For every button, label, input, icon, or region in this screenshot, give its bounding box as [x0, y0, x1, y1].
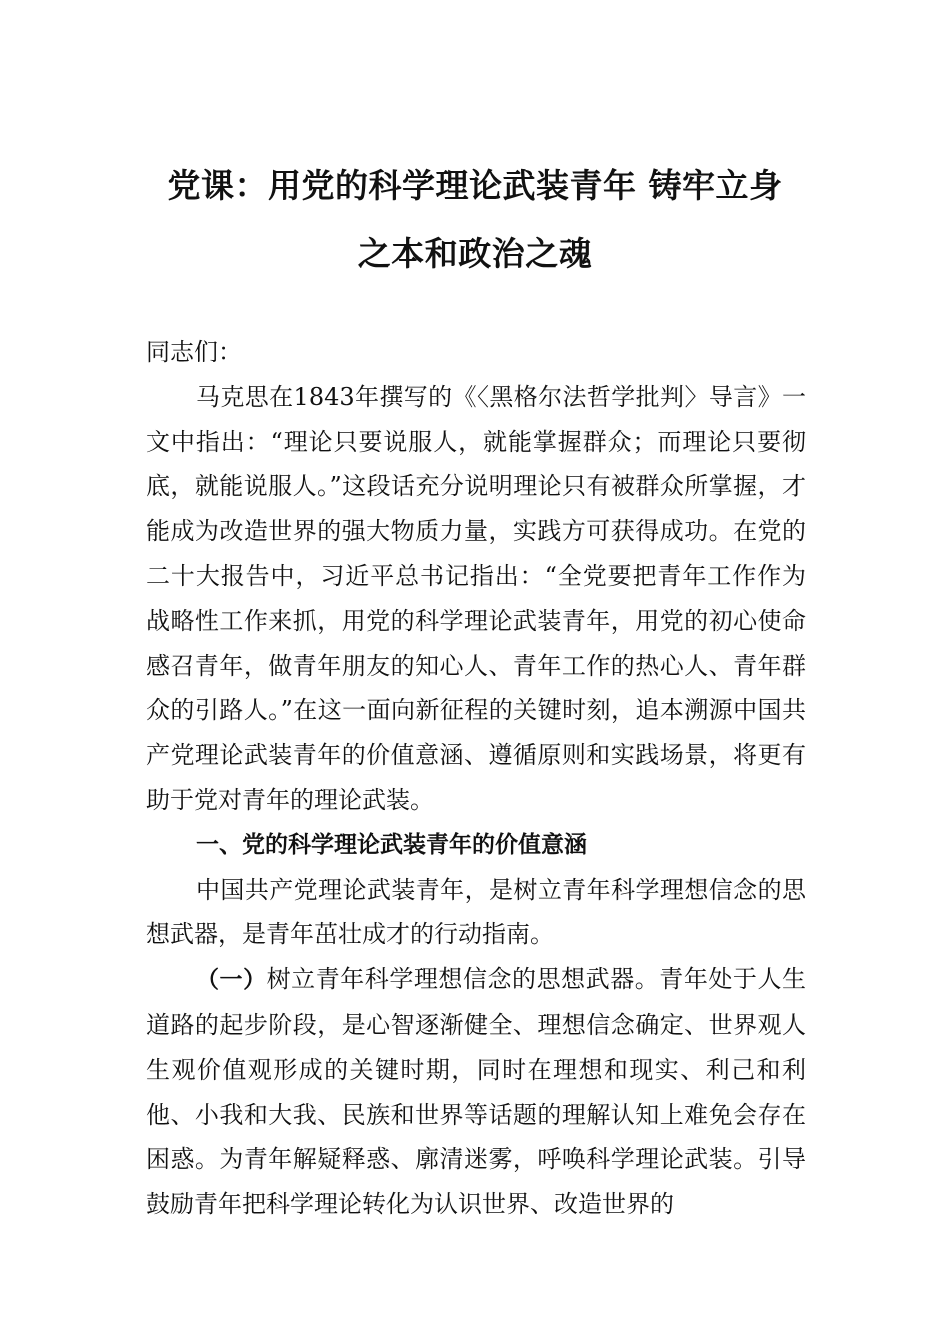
subsection-1-label: （一）: [196, 967, 267, 994]
subsection-1-text: 树立青年科学理想信念的思想武器。青年处于人生道路的起步阶段，是心智逐渐健全、理想信念确定、世界观人生观价值观形成的关键时期，同时在理想和现实、利己和利他、小我和大我、民族和世界等话题的理解认知上难免会存在困惑。为青年解疑释惑、廓清迷雾，呼唤科学理论武装。引导鼓励青年把科学理论转化为认识世界、改造世界的: [146, 965, 806, 1219]
intro-paragraph: 马克思在1843年撰写的《〈黑格尔法哲学批判〉导言》一文中指出：“理论只要说服人，就能掌握群众；而理论只要彻底，就能说服人。”这段话充分说明理论只有被群众所掌握，才能成为改造世界的强大物质力量，实践方可获得成功。在党的二十大报告中，习近平总书记指出：“全党要把青年工作作为战略性工作来抓，用党的科学理论武装青年，用党的初心使命感召青年，做青年朋友的知心人、青年工作的热心人、青年群众的引路人。”在这一面向新征程的关键时刻，追本溯源中国共产党理论武装青年的价值意涵、遵循原则和实践场景，将更有助于党对青年的理论武装。: [146, 382, 806, 814]
section-heading-1: 一、党的科学理论武装青年的价值意涵: [196, 831, 587, 858]
title-line-1: 党课：用党的科学理论武装青年 铸牢立身: [167, 166, 783, 205]
subsection-1-paragraph: [146, 957, 806, 1227]
section-1-paragraph: 中国共产党理论武装青年，是树立青年科学理想信念的思想武器，是青年茁壮成才的行动指南。: [146, 875, 806, 949]
document-body: [146, 330, 806, 1227]
title-line-2: 之本和政治之魂: [357, 234, 593, 273]
document-title: [120, 152, 830, 288]
salutation: 同志们：: [146, 338, 242, 366]
